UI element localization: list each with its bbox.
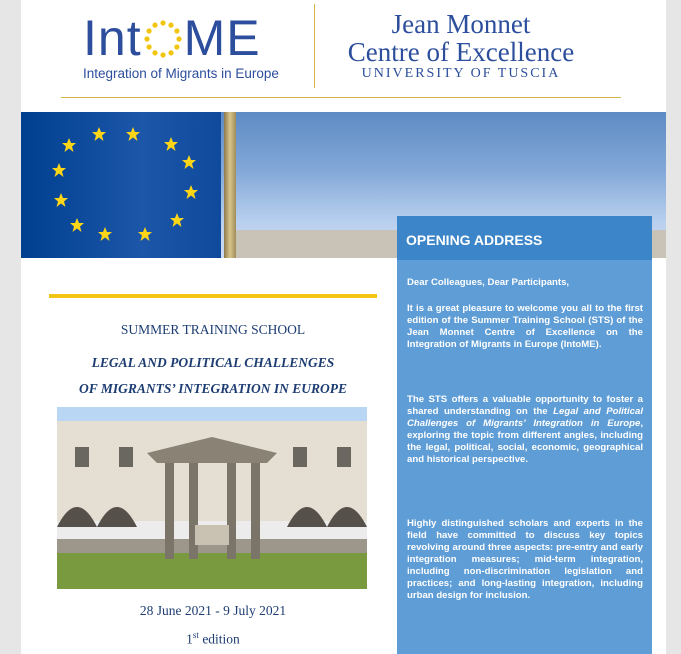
cloister-photo [57, 407, 367, 589]
opening-paragraph-3: Highly distinguished scholars and experts in the field have committed to discuss key topics revolving around three aspects: pre-entry and early integration measures; mid-term integration, including non-discrimination legislation and practices; and long-lasting integration, including urban design for inclusion. [407, 518, 643, 601]
newsletter-page [21, 0, 666, 654]
title-line2: OF MIGRANTS’ INTEGRATION IN EUROPE [78, 381, 348, 396]
university-name: UNIVERSITY OF TUSCIA [361, 66, 561, 81]
logo-text-part1: Int [83, 10, 142, 66]
edition-suffix: st [192, 630, 199, 640]
eu-flag-image [21, 112, 221, 258]
edition-word: edition [198, 631, 240, 647]
opening-greeting: Dear Colleagues, Dear Participants, [407, 277, 570, 288]
eu-stars-ring-icon [143, 12, 183, 52]
jean-monnet-title [341, 10, 581, 66]
header-rule [61, 97, 621, 98]
p2-text-b: , exploring the topic from different angles, including the legal, political, social, economic, geographical and historical perspective. [407, 418, 643, 465]
school-title [49, 350, 377, 402]
logo-subtitle: Integration of Migrants in Europe [83, 66, 279, 81]
edition-label [49, 630, 377, 648]
jm-line1: Jean Monnet [391, 9, 531, 39]
logo-text-part2: ME [183, 10, 261, 66]
school-label: SUMMER TRAINING SCHOOL [120, 322, 306, 337]
opening-paragraph-1: It is a great pleasure to welcome you all to the first edition of the Summer Training School (STS) of the Jean Monnet Centre of Excellence on the Integration of Migrants in Europe (IntoME). [407, 303, 643, 350]
flag-pole [224, 112, 236, 258]
intome-logo [83, 8, 261, 68]
opening-address-title: OPENING ADDRESS [406, 232, 543, 248]
gold-divider [49, 294, 377, 298]
opening-paragraph-2 [407, 394, 643, 466]
p2-emphasis: Legal and Political Challenges of Migrants’ Integration in Europe [407, 406, 644, 429]
jm-line2: Centre of Excellence [347, 37, 575, 67]
school-dates: 28 June 2021 - 9 July 2021 [139, 603, 287, 618]
p2-text-a: The STS offers a valuable opportunity to foster a shared understanding on the [407, 394, 643, 417]
title-line1: LEGAL AND POLITICAL CHALLENGES [91, 355, 335, 370]
edition-number: 1 [186, 631, 193, 647]
header-divider [314, 4, 315, 88]
